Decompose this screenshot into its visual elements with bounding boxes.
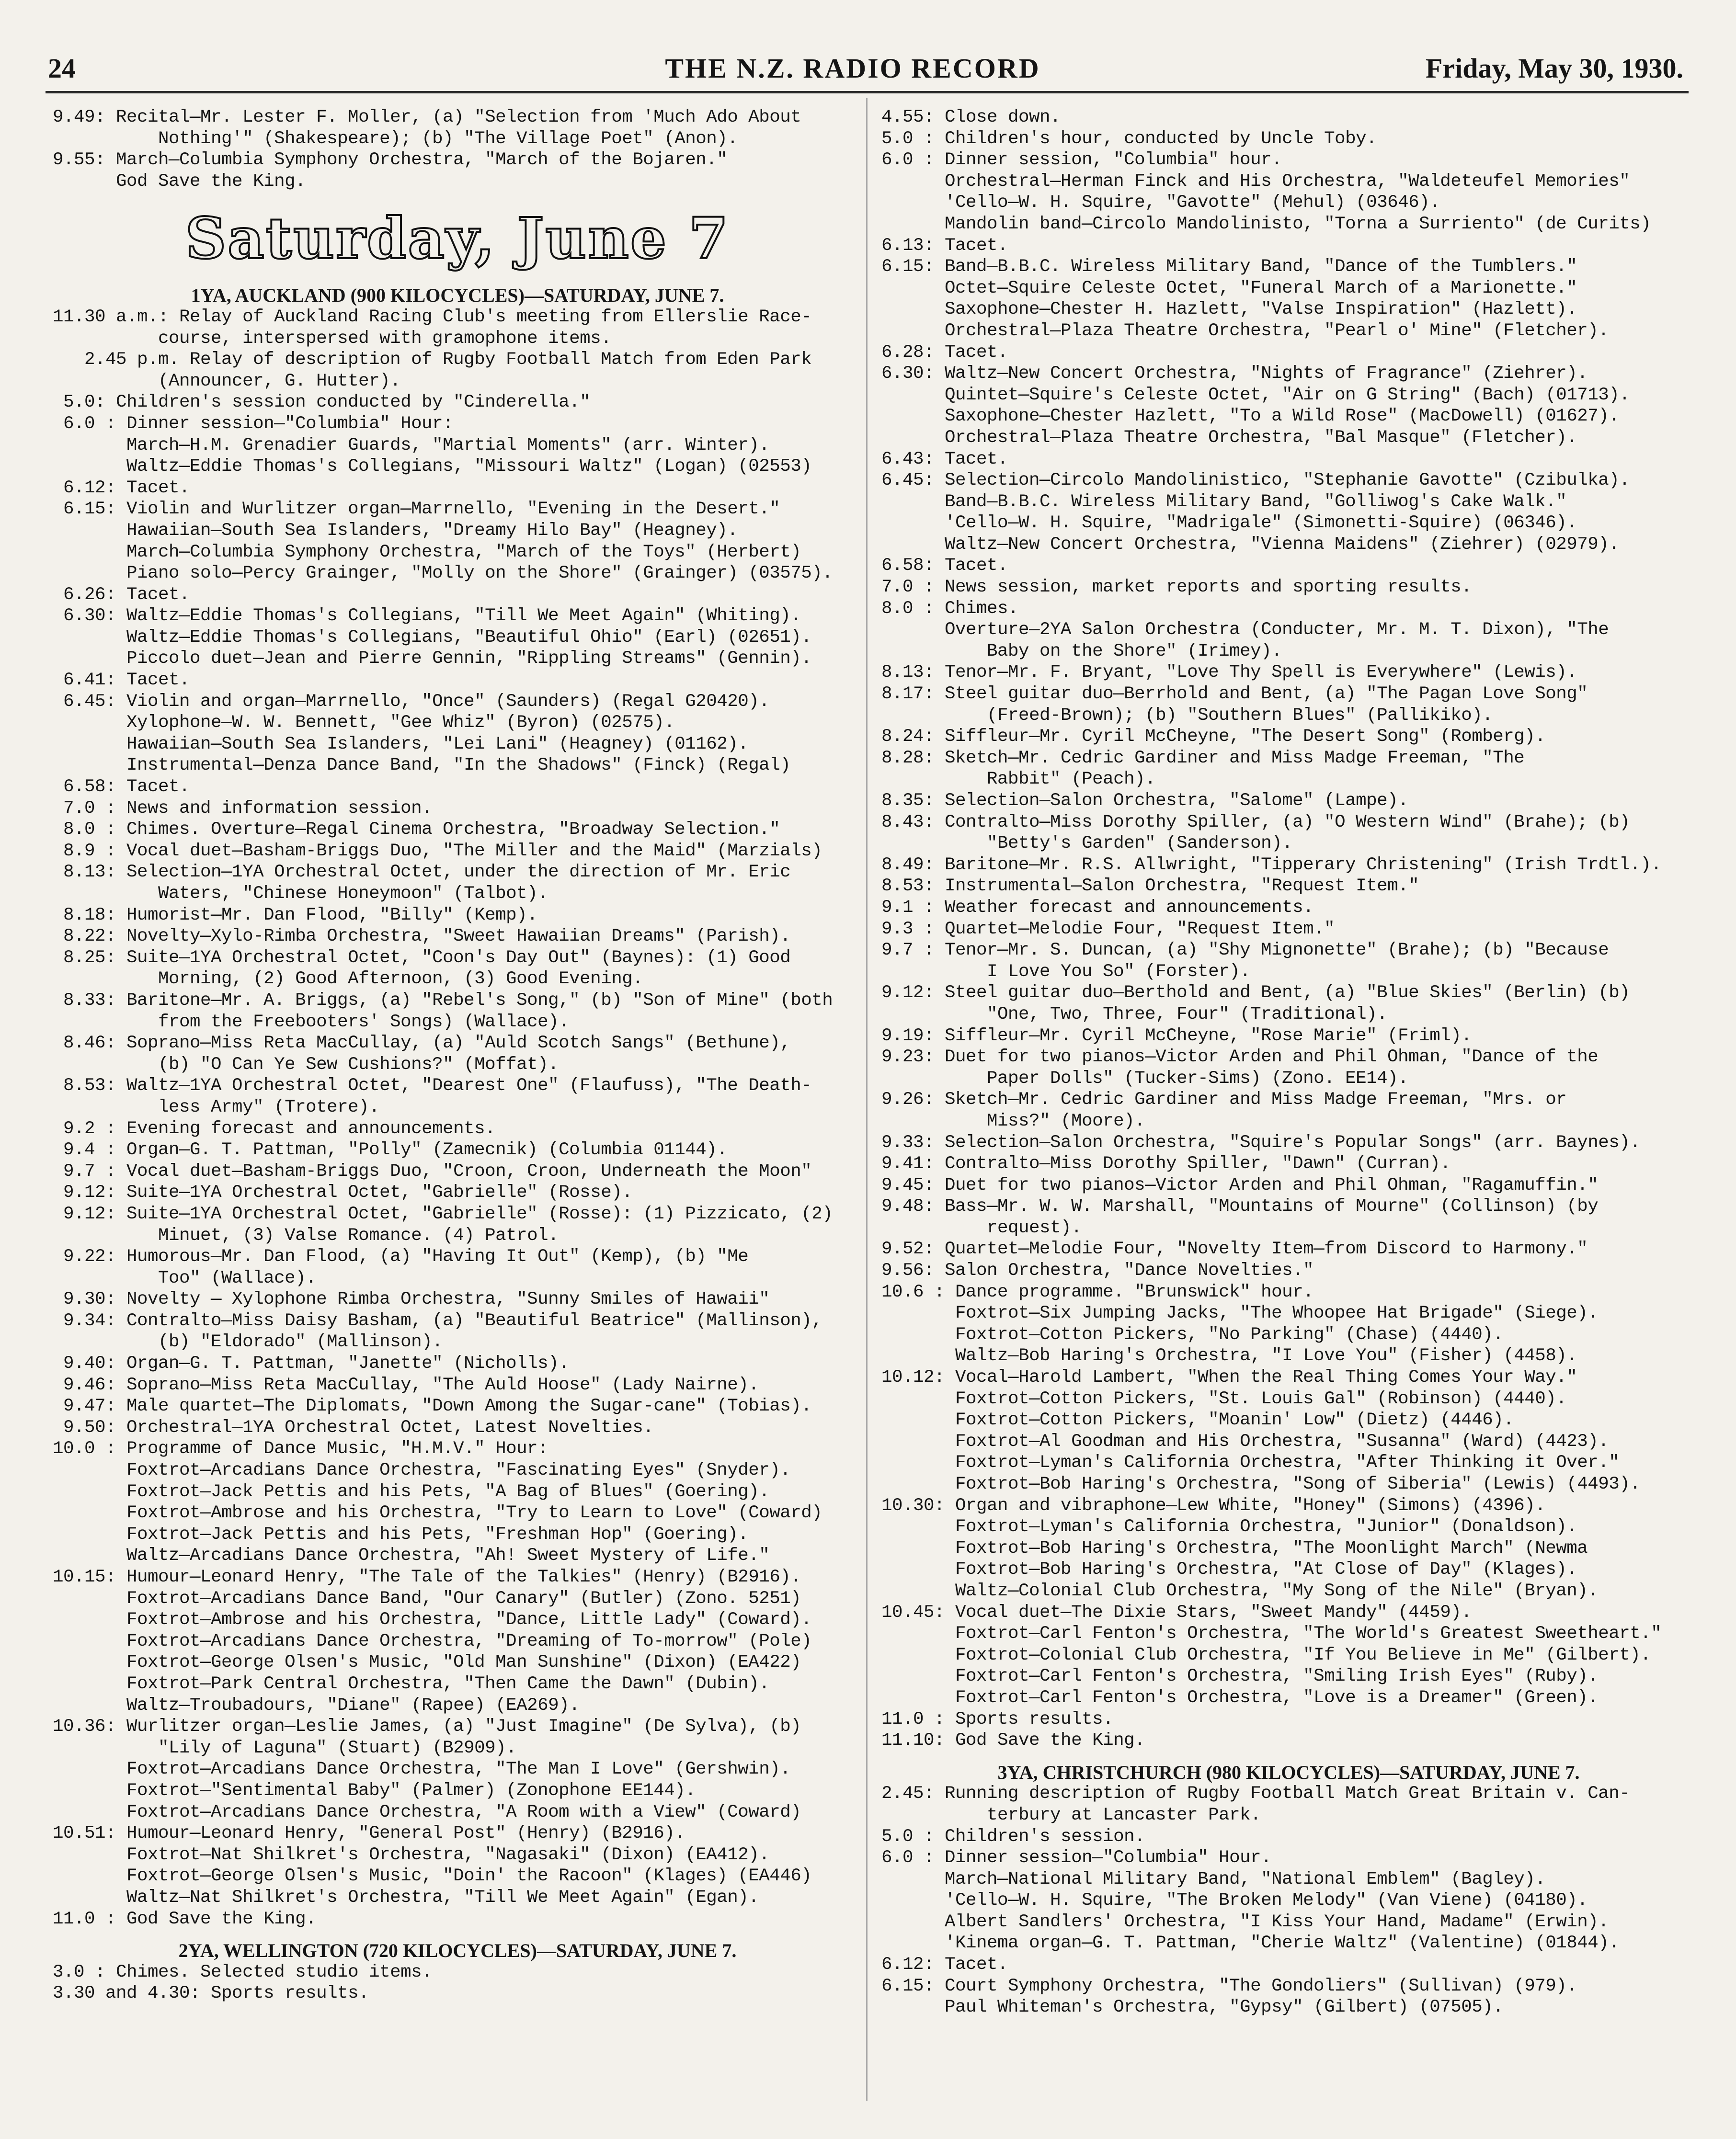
- program-line: 'Cello—W. H. Squire, "The Broken Melody" (Van Viene) (04180).: [881, 1890, 1588, 1911]
- program-line: 10.30: Organ and vibraphone—Lew White, "Honey" (Simons) (4396).: [881, 1495, 1546, 1516]
- program-line: 9.49: Recital—Mr. Lester F. Moller, (a) "Selection from 'Much Ado About: [53, 107, 801, 127]
- program-line: 7.0 : News and information session.: [53, 798, 433, 819]
- program-line: (b) "Eldorado" (Mallinson).: [53, 1332, 443, 1353]
- program-line: 6.15: Band—B.B.C. Wireless Military Band, "Dance of the Tumblers.": [881, 257, 1577, 277]
- program-line: 6.45: Violin and organ—Marrnello, "Once" (Saunders) (Regal G20420).: [53, 691, 770, 712]
- program-line: 9.50: Orchestral—1YA Orchestral Octet, Latest Novelties.: [53, 1417, 654, 1438]
- program-line: course, interspersed with gramophone items.: [53, 328, 612, 349]
- program-line: Foxtrot—"Sentimental Baby" (Palmer) (Zonophone EE144).: [53, 1780, 696, 1801]
- program-line: Waltz—New Concert Orchestra, "Vienna Maidens" (Ziehrer) (02979).: [881, 534, 1620, 555]
- program-line: 6.45: Selection—Circolo Mandolinistico, "Stephanie Gavotte" (Czibulka).: [881, 470, 1630, 491]
- program-line: terbury at Lancaster Park.: [881, 1805, 1261, 1825]
- program-line: Foxtrot—Arcadians Dance Band, "Our Canary" (Butler) (Zono. 5251): [53, 1588, 801, 1609]
- program-line: Waltz—Troubadours, "Diane" (Rapee) (EA269).: [53, 1695, 580, 1716]
- program-line: request).: [881, 1217, 1082, 1238]
- program-line: 9.56: Salon Orchestra, "Dance Novelties.": [881, 1261, 1314, 1281]
- program-line: "Lily of Laguna" (Stuart) (B2909).: [53, 1738, 517, 1758]
- program-line: 8.35: Selection—Salon Orchestra, "Salome" (Lampe).: [881, 791, 1409, 811]
- program-line: Overture—2YA Salon Orchestra (Conducter, Mr. M. T. Dixon), "The: [881, 620, 1609, 640]
- program-line: Waltz—Colonial Club Orchestra, "My Song of the Nile" (Bryan).: [881, 1581, 1599, 1601]
- program-line: 8.13: Tenor—Mr. F. Bryant, "Love Thy Spell is Everywhere" (Lewis).: [881, 662, 1577, 683]
- program-line: Octet—Squire Celeste Octet, "Funeral March of a Marionette.": [881, 278, 1577, 298]
- program-line: 11.10: God Save the King.: [881, 1730, 1145, 1751]
- program-line: March—National Military Band, "National Emblem" (Bagley).: [881, 1869, 1546, 1889]
- program-line: 5.0 : Children's session.: [881, 1826, 1145, 1847]
- program-line: 11.30 a.m.: Relay of Auckland Racing Club's meeting from Ellerslie Race-: [53, 307, 812, 327]
- program-line: Foxtrot—Colonial Club Orchestra, "If You Believe in Me" (Gilbert).: [881, 1645, 1651, 1665]
- program-line: 9.12: Suite—1YA Orchestral Octet, "Gabrielle" (Rosse): (1) Pizzicato, (2): [53, 1204, 833, 1224]
- program-line: Foxtrot—Ambrose and his Orchestra, "Dance, Little Lady" (Coward).: [53, 1610, 812, 1630]
- program-line: "Betty's Garden" (Sanderson).: [881, 833, 1293, 854]
- program-line: 6.58: Tacet.: [53, 777, 190, 797]
- program-line: 6.12: Tacet.: [53, 478, 190, 498]
- program-line: God Save the King.: [53, 171, 306, 192]
- program-line: 6.12: Tacet.: [881, 1955, 1008, 1975]
- program-line: 3.0 : Chimes. Selected studio items.: [53, 1962, 433, 1982]
- program-line: 9.55: March—Columbia Symphony Orchestra, "March of the Bojaren.": [53, 150, 728, 171]
- program-line: Orchestral—Plaza Theatre Orchestra, "Pearl o' Mine" (Fletcher).: [881, 320, 1609, 341]
- program-line: 6.26: Tacet.: [53, 584, 190, 605]
- program-line: Hawaiian—South Sea Islanders, "Lei Lani" (Heagney) (01162).: [53, 734, 749, 754]
- program-line: 8.18: Humorist—Mr. Dan Flood, "Billy" (Kemp).: [53, 905, 538, 925]
- left-top-listing: [53, 107, 862, 192]
- program-line: 8.43: Contralto—Miss Dorothy Spiller, (a) "O Western Wind" (Brahe); (b): [881, 812, 1630, 832]
- program-line: 9.34: Contralto—Miss Daisy Basham, (a) "Beautiful Beatrice" (Mallinson),: [53, 1310, 822, 1331]
- program-line: Foxtrot—Park Central Orchestra, "Then Came the Dawn" (Dubin).: [53, 1673, 770, 1694]
- program-line: 6.41: Tacet.: [53, 670, 190, 691]
- program-line: Foxtrot—Nat Shilkret's Orchestra, "Nagasaki" (Dixon) (EA412).: [53, 1844, 770, 1865]
- program-line: "One, Two, Three, Four" (Traditional).: [881, 1004, 1388, 1024]
- issue-date: Friday, May 30, 1930.: [1425, 53, 1683, 84]
- program-line: less Army" (Trotere).: [53, 1097, 380, 1117]
- program-line: Foxtrot—Cotton Pickers, "No Parking" (Chase) (4440).: [881, 1324, 1504, 1345]
- program-line: Foxtrot—Carl Fenton's Orchestra, "Smiling Irish Eyes" (Ruby).: [881, 1666, 1599, 1687]
- program-line: 5.0: Children's session conducted by "Cinderella.": [53, 392, 591, 413]
- program-line: 9.3 : Quartet—Melodie Four, "Request Item.": [881, 919, 1335, 939]
- program-line: 6.0 : Dinner session—"Columbia" Hour.: [881, 1848, 1272, 1868]
- program-line: 6.43: Tacet.: [881, 449, 1008, 469]
- program-line: 6.30: Waltz—Eddie Thomas's Collegians, "Till We Meet Again" (Whiting).: [53, 606, 801, 626]
- station-heading-2ya: 2YA, WELLINGTON (720 KILOCYCLES)—SATURDAY, JUNE 7.: [178, 1940, 737, 1962]
- program-line: Orchestral—Herman Finck and His Orchestra, "Waldeteufel Memories": [881, 171, 1630, 192]
- program-line: 9.4 : Organ—G. T. Pattman, "Polly" (Zamecnik) (Columbia 01144).: [53, 1140, 728, 1161]
- program-line: 9.19: Siffleur—Mr. Cyril McCheyne, "Rose Marie" (Friml).: [881, 1025, 1472, 1046]
- station-2ya-listing: [53, 1962, 862, 2004]
- program-line: Foxtrot—Carl Fenton's Orchestra, "Love is a Dreamer" (Green).: [881, 1687, 1599, 1708]
- program-line: 4.55: Close down.: [881, 107, 1061, 127]
- program-line: 9.47: Male quartet—The Diplomats, "Down Among the Sugar-cane" (Tobias).: [53, 1396, 812, 1417]
- program-line: 10.15: Humour—Leonard Henry, "The Tale of the Talkies" (Henry) (B2916).: [53, 1567, 801, 1587]
- program-line: Foxtrot—Six Jumping Jacks, "The Whoopee Hat Brigade" (Siege).: [881, 1303, 1599, 1324]
- program-line: I Love You So" (Forster).: [881, 961, 1251, 982]
- program-line: 2.45: Running description of Rugby Football Match Great Britain v. Can-: [881, 1784, 1630, 1804]
- program-line: 10.51: Humour—Leonard Henry, "General Post" (Henry) (B2916).: [53, 1823, 685, 1844]
- program-line: 9.45: Duet for two pianos—Victor Arden and Phil Ohman, "Ragamuffin.": [881, 1175, 1599, 1195]
- masthead-title: THE N.Z. RADIO RECORD: [665, 53, 1040, 84]
- program-line: Waltz—Nat Shilkret's Orchestra, "Till We Meet Again" (Egan).: [53, 1887, 759, 1908]
- program-line: 8.49: Baritone—Mr. R.S. Allwright, "Tipperary Christening" (Irish Trdtl.).: [881, 854, 1662, 875]
- program-line: 10.0 : Programme of Dance Music, "H.M.V." Hour:: [53, 1439, 548, 1459]
- program-line: 8.25: Suite—1YA Orchestral Octet, "Coon's Day Out" (Baynes): (1) Good: [53, 947, 791, 968]
- program-line: Foxtrot—Arcadians Dance Orchestra, "A Room with a View" (Coward): [53, 1802, 801, 1822]
- program-line: 6.15: Court Symphony Orchestra, "The Gondoliers" (Sullivan) (979).: [881, 1976, 1577, 1996]
- program-line: 6.13: Tacet.: [881, 235, 1008, 256]
- program-line: 8.13: Selection—1YA Orchestral Octet, under the direction of Mr. Eric: [53, 862, 791, 883]
- program-line: Paper Dolls" (Tucker-Sims) (Zono. EE14).: [881, 1068, 1409, 1089]
- program-line: Foxtrot—Bob Haring's Orchestra, "Song of Siberia" (Lewis) (4493).: [881, 1474, 1641, 1494]
- program-line: 9.52: Quartet—Melodie Four, "Novelty Item—from Discord to Harmony.": [881, 1239, 1588, 1260]
- program-line: 10.6 : Dance programme. "Brunswick" hour.: [881, 1282, 1314, 1302]
- spacer: [53, 274, 862, 285]
- program-line: 10.12: Vocal—Harold Lambert, "When the Real Thing Comes Your Way.": [881, 1367, 1577, 1388]
- program-line: from the Freebooters' Songs) (Wallace).: [53, 1012, 570, 1032]
- column-divider: [866, 98, 868, 2101]
- program-line: Paul Whiteman's Orchestra, "Gypsy" (Gilbert) (07505).: [881, 1997, 1504, 2018]
- program-line: Foxtrot—Arcadians Dance Orchestra, "Dreaming of To-morrow" (Pole): [53, 1631, 812, 1651]
- station-3ya-listing: [881, 1783, 1696, 2018]
- program-line: 9.7 : Tenor—Mr. S. Duncan, (a) "Shy Mignonette" (Brahe); (b) "Because: [881, 940, 1609, 961]
- program-line: 6.28: Tacet.: [881, 342, 1008, 363]
- program-line: Quintet—Squire's Celeste Octet, "Air on G String" (Bach) (01713).: [881, 385, 1630, 405]
- program-line: 6.15: Violin and Wurlitzer organ—Marrnello, "Evening in the Desert.": [53, 499, 780, 520]
- program-line: 9.22: Humorous—Mr. Dan Flood, (a) "Having It Out" (Kemp), (b) "Me: [53, 1247, 749, 1267]
- program-line: 9.48: Bass—Mr. W. W. Marshall, "Mountains of Mourne" (Collinson) (by: [881, 1196, 1599, 1217]
- program-line: Foxtrot—Arcadians Dance Orchestra, "Fascinating Eyes" (Snyder).: [53, 1460, 791, 1481]
- program-line: 9.7 : Vocal duet—Basham-Briggs Duo, "Croon, Croon, Underneath the Moon": [53, 1161, 812, 1182]
- day-title: Saturday, June 7: [185, 205, 730, 272]
- program-line: Foxtrot—George Olsen's Music, "Doin' the Racoon" (Klages) (EA446): [53, 1866, 812, 1887]
- program-line: Foxtrot—Carl Fenton's Orchestra, "The World's Greatest Sweetheart.": [881, 1624, 1662, 1644]
- program-line: March—Columbia Symphony Orchestra, "March of the Toys" (Herbert): [53, 542, 801, 562]
- program-line: 6.0 : Dinner session, "Columbia" hour.: [881, 150, 1282, 171]
- program-line: 'Kinema organ—G. T. Pattman, "Cherie Waltz" (Valentine) (01844).: [881, 1933, 1620, 1954]
- program-line: 8.46: Soprano—Miss Reta MacCullay, (a) "Auld Scotch Sangs" (Bethune),: [53, 1033, 791, 1054]
- program-line: Albert Sandlers' Orchestra, "I Kiss Your Hand, Madame" (Erwin).: [881, 1911, 1609, 1932]
- program-line: Hawaiian—South Sea Islanders, "Dreamy Hilo Bay" (Heagney).: [53, 520, 738, 541]
- program-line: Foxtrot—Jack Pettis and his Pets, "A Bag of Blues" (Goering).: [53, 1481, 770, 1502]
- program-line: 8.9 : Vocal duet—Basham-Briggs Duo, "The Miller and the Maid" (Marzials): [53, 841, 822, 861]
- program-line: 'Cello—W. H. Squire, "Madrigale" (Simonetti-Squire) (06346).: [881, 513, 1577, 534]
- program-line: 8.0 : Chimes.: [881, 598, 1019, 619]
- program-line: Waltz—Eddie Thomas's Collegians, "Beautiful Ohio" (Earl) (02651).: [53, 627, 812, 648]
- program-line: Xylophone—W. W. Bennett, "Gee Whiz" (Byron) (02575).: [53, 713, 675, 733]
- program-line: Nothing'" (Shakespeare); (b) "The Village Poet" (Anon).: [53, 128, 738, 149]
- program-line: Orchestral—Plaza Theatre Orchestra, "Bal Masque" (Fletcher).: [881, 427, 1577, 448]
- program-line: 6.30: Waltz—New Concert Orchestra, "Nights of Fragrance" (Ziehrer).: [881, 364, 1588, 384]
- program-line: Baby on the Shore" (Irimey).: [881, 641, 1282, 661]
- spacer: [53, 1930, 862, 1940]
- program-line: 10.45: Vocal duet—The Dixie Stars, "Sweet Mandy" (4459).: [881, 1602, 1472, 1623]
- program-line: 9.33: Selection—Salon Orchestra, "Squire's Popular Songs" (arr. Baynes).: [881, 1132, 1641, 1153]
- program-line: 8.17: Steel guitar duo—Berrhold and Bent, (a) "The Pagan Love Song": [881, 684, 1588, 705]
- program-line: (Freed-Brown); (b) "Southern Blues" (Pallikiko).: [881, 705, 1493, 726]
- program-line: 10.36: Wurlitzer organ—Leslie James, (a) "Just Imagine" (De Sylva), (b): [53, 1717, 801, 1737]
- program-line: Piccolo duet—Jean and Pierre Gennin, "Rippling Streams" (Gennin).: [53, 649, 812, 669]
- program-line: Foxtrot—Lyman's California Orchestra, "After Thinking it Over.": [881, 1453, 1620, 1473]
- program-line: 8.33: Baritone—Mr. A. Briggs, (a) "Rebel's Song," (b) "Son of Mine" (both: [53, 990, 833, 1011]
- program-line: Foxtrot—Cotton Pickers, "St. Louis Gal" (Robinson) (4440).: [881, 1388, 1567, 1409]
- program-line: 11.0 : God Save the King.: [53, 1909, 317, 1929]
- program-line: Too" (Wallace).: [53, 1268, 317, 1288]
- program-line: Piano solo—Percy Grainger, "Molly on the Shore" (Grainger) (03575).: [53, 563, 833, 584]
- program-line: 9.41: Contralto—Miss Dorothy Spiller, "Dawn" (Curran).: [881, 1154, 1451, 1174]
- program-line: 8.28: Sketch—Mr. Cedric Gardiner and Miss Madge Freeman, "The: [881, 748, 1525, 768]
- program-line: Rabbit" (Peach).: [881, 769, 1156, 790]
- right-column: [881, 107, 1696, 2018]
- program-line: March—H.M. Grenadier Guards, "Martial Moments" (arr. Winter).: [53, 435, 770, 455]
- program-line: 8.0 : Chimes. Overture—Regal Cinema Orchestra, "Broadway Selection.": [53, 819, 780, 840]
- program-line: Foxtrot—Ambrose and his Orchestra, "Try to Learn to Love" (Coward): [53, 1503, 822, 1524]
- program-line: 9.23: Duet for two pianos—Victor Arden and Phil Ohman, "Dance of the: [881, 1047, 1599, 1068]
- program-line: 9.46: Soprano—Miss Reta MacCullay, "The Auld Hoose" (Lady Nairne).: [53, 1375, 759, 1395]
- page-number: 24: [48, 53, 76, 84]
- program-line: 'Cello—W. H. Squire, "Gavotte" (Mehul) (03646).: [881, 193, 1440, 213]
- program-line: 9.30: Novelty — Xylophone Rimba Orchestra, "Sunny Smiles of Hawaii": [53, 1289, 770, 1310]
- program-line: Foxtrot—Cotton Pickers, "Moanin' Low" (Dietz) (4446).: [881, 1410, 1514, 1431]
- program-line: Foxtrot—Jack Pettis and his Pets, "Freshman Hop" (Goering).: [53, 1524, 749, 1545]
- spacer: [881, 1752, 1696, 1762]
- program-line: Foxtrot—Arcadians Dance Orchestra, "The Man I Love" (Gershwin).: [53, 1759, 791, 1780]
- program-line: Foxtrot—George Olsen's Music, "Old Man Sunshine" (Dixon) (EA422): [53, 1652, 801, 1673]
- program-line: 3.30 and 4.30: Sports results.: [53, 1983, 369, 2004]
- program-line: 8.24: Siffleur—Mr. Cyril McCheyne, "The Desert Song" (Romberg).: [881, 727, 1546, 747]
- program-line: (Announcer, G. Hutter).: [53, 371, 401, 391]
- program-line: 8.22: Novelty—Xylo-Rimba Orchestra, "Sweet Hawaiian Dreams" (Parish).: [53, 926, 791, 947]
- program-line: 6.0 : Dinner session—"Columbia" Hour:: [53, 413, 454, 434]
- header-rule: [46, 91, 1689, 93]
- program-line: 9.12: Steel guitar duo—Berthold and Bent, (a) "Blue Skies" (Berlin) (b): [881, 983, 1630, 1003]
- program-line: 5.0 : Children's hour, conducted by Uncle Toby.: [881, 128, 1377, 149]
- station-2ya-continued-listing: [881, 107, 1696, 1752]
- program-line: Saxophone—Chester H. Hazlett, "Valse Inspiration" (Hazlett).: [881, 299, 1577, 320]
- program-line: 9.26: Sketch—Mr. Cedric Gardiner and Miss Madge Freeman, "Mrs. or: [881, 1090, 1567, 1110]
- program-line: 8.53: Waltz—1YA Orchestral Octet, "Dearest One" (Flaufuss), "The Death-: [53, 1076, 812, 1096]
- program-line: Morning, (2) Good Afternoon, (3) Good Evening.: [53, 969, 643, 990]
- program-line: Foxtrot—Bob Haring's Orchestra, "At Close of Day" (Klages).: [881, 1559, 1577, 1580]
- program-line: 9.2 : Evening forecast and announcements.: [53, 1118, 496, 1139]
- station-heading-3ya: 3YA, CHRISTCHURCH (980 KILOCYCLES)—SATURDAY, JUNE 7.: [997, 1762, 1580, 1783]
- station-heading-1ya: 1YA, AUCKLAND (900 KILOCYCLES)—SATURDAY, JUNE 7.: [191, 285, 724, 307]
- program-line: 9.1 : Weather forecast and announcements.: [881, 897, 1314, 918]
- program-line: 8.53: Instrumental—Salon Orchestra, "Request Item.": [881, 876, 1419, 897]
- program-line: Mandolin band—Circolo Mandolinisto, "Torna a Surriento" (de Curits): [881, 214, 1651, 234]
- program-line: Miss?" (Moore).: [881, 1111, 1145, 1131]
- program-line: Band—B.B.C. Wireless Military Band, "Golliwog's Cake Walk.": [881, 491, 1567, 512]
- program-line: Foxtrot—Lyman's California Orchestra, "Junior" (Donaldson).: [881, 1517, 1577, 1537]
- program-line: Foxtrot—Al Goodman and His Orchestra, "Susanna" (Ward) (4423).: [881, 1431, 1609, 1452]
- station-1ya-listing: [53, 307, 862, 1930]
- program-line: Waltz—Bob Haring's Orchestra, "I Love You" (Fisher) (4458).: [881, 1346, 1577, 1366]
- program-line: Saxophone—Chester Hazlett, "To a Wild Rose" (MacDowell) (01627).: [881, 406, 1620, 427]
- program-line: 2.45 p.m. Relay of description of Rugby Football Match from Eden Park: [53, 350, 812, 370]
- left-column: [53, 107, 862, 2004]
- program-line: Waters, "Chinese Honeymoon" (Talbot).: [53, 884, 548, 904]
- program-line: 9.12: Suite—1YA Orchestral Octet, "Gabrielle" (Rosse).: [53, 1183, 633, 1203]
- program-line: (b) "O Can Ye Sew Cushions?" (Moffat).: [53, 1054, 559, 1075]
- program-line: 11.0 : Sports results.: [881, 1709, 1114, 1729]
- program-line: Waltz—Arcadians Dance Orchestra, "Ah! Sweet Mystery of Life.": [53, 1546, 770, 1566]
- program-line: 7.0 : News session, market reports and sporting results.: [881, 577, 1472, 598]
- program-line: Minuet, (3) Valse Romance. (4) Patrol.: [53, 1225, 559, 1246]
- program-line: 9.40: Organ—G. T. Pattman, "Janette" (Nicholls).: [53, 1354, 570, 1374]
- spacer: [53, 192, 862, 203]
- program-line: Waltz—Eddie Thomas's Collegians, "Missouri Waltz" (Logan) (02553): [53, 456, 812, 477]
- program-line: 6.58: Tacet.: [881, 556, 1008, 576]
- program-line: Instrumental—Denza Dance Band, "In the Shadows" (Finck) (Regal): [53, 755, 791, 776]
- program-line: Foxtrot—Bob Haring's Orchestra, "The Moonlight March" (Newma: [881, 1538, 1588, 1559]
